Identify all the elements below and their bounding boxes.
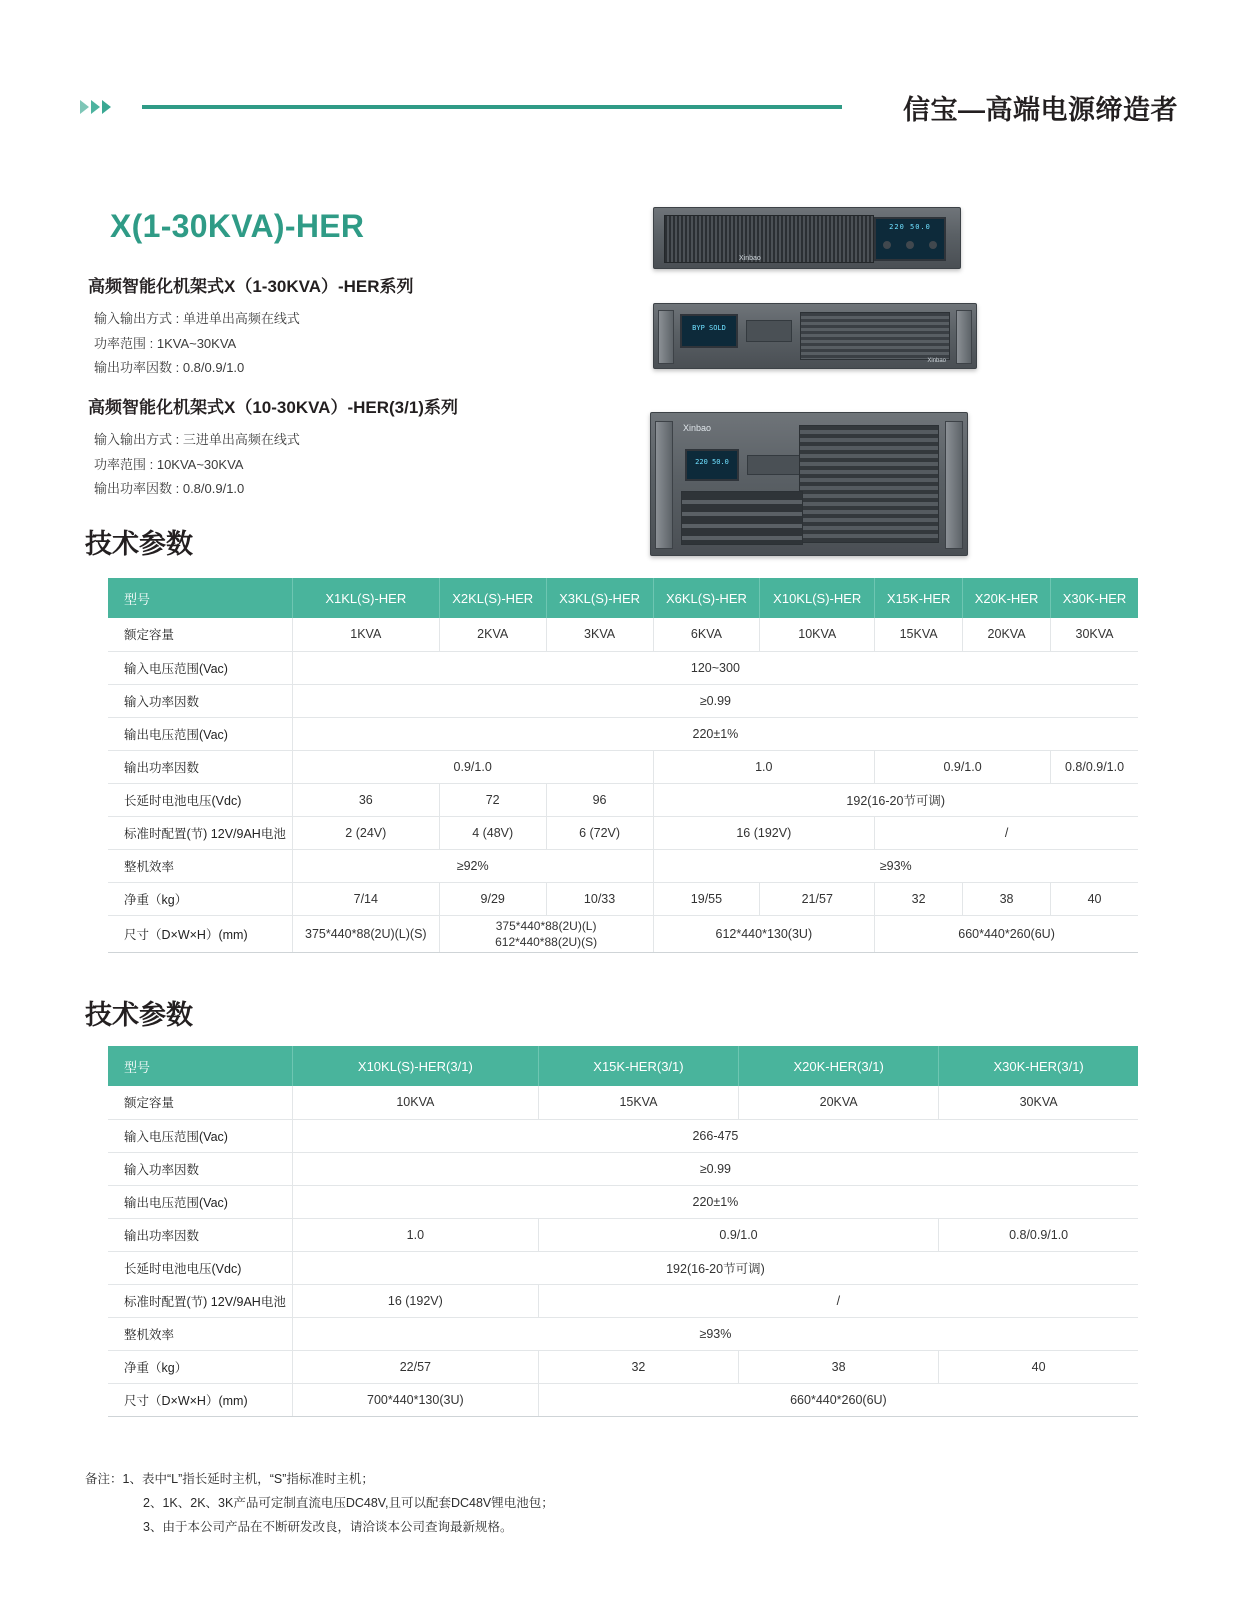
device-logo: Xinbao bbox=[683, 423, 712, 433]
row-header: 标准时配置(节) 12V/9AH电池 bbox=[108, 816, 292, 849]
row-header: 净重（kg） bbox=[108, 882, 292, 915]
table-cell: 612*440*130(3U) bbox=[653, 915, 875, 952]
table-cell: 40 bbox=[939, 1350, 1138, 1383]
brand-name-text: 信宝—高端电源缔造者 bbox=[903, 95, 1178, 125]
footer-notes bbox=[85, 1468, 1145, 1539]
table-cell: 375*440*88(2U)(L)(S) bbox=[292, 915, 439, 952]
spec-line: 输入输出方式 : 单进单出高频在线式 bbox=[94, 311, 300, 326]
column-header: X30K-HER(3/1) bbox=[939, 1046, 1138, 1086]
vent-grille bbox=[799, 425, 939, 543]
table-cell: 700*440*130(3U) bbox=[292, 1383, 538, 1416]
row-header: 整机效率 bbox=[108, 1317, 292, 1350]
table-row bbox=[108, 849, 1138, 882]
column-header: X20K-HER bbox=[963, 578, 1051, 618]
table-body bbox=[108, 1086, 1138, 1416]
row-header: 输出电压范围(Vac) bbox=[108, 1185, 292, 1218]
row-header: 输入电压范围(Vac) bbox=[108, 651, 292, 684]
lcd-line-2: BYP SOLD bbox=[692, 324, 726, 332]
rack-ear-left bbox=[655, 421, 673, 549]
spec-block-three-phase bbox=[88, 393, 458, 504]
table-cell: 660*440*260(6U) bbox=[538, 1383, 1138, 1416]
row-header: 整机效率 bbox=[108, 849, 292, 882]
row-header: 输入电压范围(Vac) bbox=[108, 1119, 292, 1152]
section-title-specs-2: 技术参数 bbox=[85, 1000, 193, 1030]
table-cell: 0.8/0.9/1.0 bbox=[1051, 750, 1138, 783]
section-title-specs-1: 技术参数 bbox=[85, 529, 193, 559]
table-cell: 72 bbox=[439, 783, 546, 816]
spec-line: 输出功率因数 : 0.8/0.9/1.0 bbox=[94, 481, 245, 496]
note-item: 1、表中“L”指长延时主机，“S”指标准时主机； bbox=[122, 1472, 374, 1486]
table-cell: 6KVA bbox=[653, 618, 760, 651]
page-header bbox=[80, 88, 1178, 128]
lcd-line-1: 220 50.0 bbox=[889, 223, 931, 231]
table-header-row bbox=[108, 578, 1138, 618]
table-cell: ≥0.99 bbox=[292, 1152, 1138, 1185]
vent-grille bbox=[800, 312, 950, 360]
note-item: 3、由于本公司产品在不断研发改良，请洽谈本公司查询最新规格。 bbox=[143, 1519, 513, 1534]
table-cell: 21/57 bbox=[760, 882, 875, 915]
table-cell: 16 (192V) bbox=[653, 816, 875, 849]
note-row bbox=[85, 1468, 1145, 1492]
table-row bbox=[108, 618, 1138, 651]
table-cell: 120~300 bbox=[292, 651, 1138, 684]
table-cell: 20KVA bbox=[963, 618, 1051, 651]
row-header: 标准时配置(节) 12V/9AH电池 bbox=[108, 1284, 292, 1317]
table-cell: 38 bbox=[963, 882, 1051, 915]
column-header: X30K-HER bbox=[1051, 578, 1138, 618]
table-cell: 10KVA bbox=[760, 618, 875, 651]
row-header: 额定容量 bbox=[108, 1086, 292, 1119]
table-row bbox=[108, 816, 1138, 849]
product-photo-ups-rack-6u bbox=[650, 412, 968, 556]
row-header: 输入功率因数 bbox=[108, 1152, 292, 1185]
row-header: 输出功率因数 bbox=[108, 750, 292, 783]
table-cell: / bbox=[538, 1284, 1138, 1317]
table-cell: ≥0.99 bbox=[292, 684, 1138, 717]
spec-line: 输出功率因数 : 0.8/0.9/1.0 bbox=[94, 360, 245, 375]
column-header: X10KL(S)-HER(3/1) bbox=[292, 1046, 538, 1086]
column-header: X6KL(S)-HER bbox=[653, 578, 760, 618]
note-row bbox=[85, 1492, 1145, 1516]
table-cell: 38 bbox=[739, 1350, 939, 1383]
column-header: X20K-HER(3/1) bbox=[739, 1046, 939, 1086]
table-cell: 30KVA bbox=[939, 1086, 1138, 1119]
column-header: X10KL(S)-HER bbox=[760, 578, 875, 618]
note-item: 2、1K、2K、3K产品可定制直流电压DC48V,且可以配套DC48V锂电池包； bbox=[143, 1495, 554, 1510]
table-cell: 375*440*88(2U)(L) 612*440*88(2U)(S) bbox=[439, 915, 653, 952]
table-cell: 2KVA bbox=[439, 618, 546, 651]
table-row bbox=[108, 684, 1138, 717]
lcd-panel bbox=[685, 449, 739, 481]
table-row bbox=[108, 915, 1138, 952]
table-row bbox=[108, 1284, 1138, 1317]
table-cell: 192(16-20节可调) bbox=[653, 783, 1138, 816]
table-cell: 1.0 bbox=[653, 750, 875, 783]
table-row bbox=[108, 651, 1138, 684]
spec-line: 输入输出方式 : 三进单出高频在线式 bbox=[94, 432, 300, 447]
row-header: 额定容量 bbox=[108, 618, 292, 651]
lcd-panel bbox=[680, 314, 738, 348]
product-photo-ups-rack-2u bbox=[653, 303, 977, 369]
table-cell: 3KVA bbox=[546, 618, 653, 651]
table-row bbox=[108, 1185, 1138, 1218]
table-cell: 22/57 bbox=[292, 1350, 538, 1383]
rack-ear-left bbox=[658, 310, 674, 364]
table-cell: 10KVA bbox=[292, 1086, 538, 1119]
page-title: X(1-30KVA)-HER bbox=[110, 208, 365, 244]
table-cell: 192(16-20节可调) bbox=[292, 1251, 1138, 1284]
note-row bbox=[85, 1516, 1145, 1540]
table-row bbox=[108, 783, 1138, 816]
table-cell: 9/29 bbox=[439, 882, 546, 915]
table-cell: 1KVA bbox=[292, 618, 439, 651]
table-cell: 40 bbox=[1051, 882, 1138, 915]
table-cell: 32 bbox=[875, 882, 963, 915]
spec-table-single-phase bbox=[108, 578, 1138, 953]
spec-table-three-phase bbox=[108, 1046, 1138, 1417]
row-header: 输出电压范围(Vac) bbox=[108, 717, 292, 750]
column-header-model: 型号 bbox=[108, 578, 292, 618]
table-cell: ≥93% bbox=[653, 849, 1138, 882]
table-row bbox=[108, 882, 1138, 915]
table-row bbox=[108, 750, 1138, 783]
vent-grille bbox=[664, 215, 874, 263]
column-header: X2KL(S)-HER bbox=[439, 578, 546, 618]
table-row bbox=[108, 1152, 1138, 1185]
table-cell: 15KVA bbox=[875, 618, 963, 651]
table-cell: ≥92% bbox=[292, 849, 653, 882]
table-row bbox=[108, 1350, 1138, 1383]
table-cell: 7/14 bbox=[292, 882, 439, 915]
spec-block-single-phase bbox=[88, 272, 414, 383]
table-header-row bbox=[108, 1046, 1138, 1086]
spec-heading: 高频智能化机架式X（10-30KVA）-HER(3/1)系列 bbox=[88, 398, 458, 417]
table-cell: 96 bbox=[546, 783, 653, 816]
column-header-model: 型号 bbox=[108, 1046, 292, 1086]
device-logo: Xinbao bbox=[927, 358, 946, 364]
table-cell: 6 (72V) bbox=[546, 816, 653, 849]
table-cell: 0.9/1.0 bbox=[538, 1218, 938, 1251]
table-cell: 36 bbox=[292, 783, 439, 816]
table-cell: 32 bbox=[538, 1350, 738, 1383]
table-cell: 16 (192V) bbox=[292, 1284, 538, 1317]
table-header bbox=[108, 578, 1138, 618]
table-row bbox=[108, 1383, 1138, 1416]
notes-label: 备注： bbox=[85, 1472, 123, 1486]
table-cell: 0.9/1.0 bbox=[292, 750, 653, 783]
table-cell: 15KVA bbox=[538, 1086, 738, 1119]
table-row bbox=[108, 1317, 1138, 1350]
column-header: X15K-HER bbox=[875, 578, 963, 618]
spec-line: 功率范围 : 1KVA~30KVA bbox=[94, 335, 237, 351]
header-divider bbox=[142, 105, 842, 109]
table-row bbox=[108, 717, 1138, 750]
table-cell: 10/33 bbox=[546, 882, 653, 915]
module-slots bbox=[681, 491, 803, 545]
table-cell: 266-475 bbox=[292, 1119, 1138, 1152]
table-cell: 1.0 bbox=[292, 1218, 538, 1251]
keypad bbox=[746, 320, 792, 342]
table-row bbox=[108, 1218, 1138, 1251]
table-cell: 660*440*260(6U) bbox=[875, 915, 1138, 952]
table-cell: / bbox=[875, 816, 1138, 849]
table-header bbox=[108, 1046, 1138, 1086]
column-header: X15K-HER(3/1) bbox=[538, 1046, 738, 1086]
table-cell: 19/55 bbox=[653, 882, 760, 915]
device-logo: Xinbao bbox=[739, 255, 761, 262]
table-cell: 220±1% bbox=[292, 717, 1138, 750]
spec-heading: 高频智能化机架式X（1-30KVA）-HER系列 bbox=[88, 277, 414, 296]
lcd-line-1: 220 50.0 bbox=[695, 458, 729, 466]
row-header: 输出功率因数 bbox=[108, 1218, 292, 1251]
lcd-panel bbox=[874, 217, 946, 261]
table-cell: 20KVA bbox=[739, 1086, 939, 1119]
table-cell: 30KVA bbox=[1051, 618, 1138, 651]
keypad bbox=[747, 455, 807, 475]
triple-chevron-left-icon bbox=[80, 100, 111, 114]
row-header: 输入功率因数 bbox=[108, 684, 292, 717]
table-cell: 2 (24V) bbox=[292, 816, 439, 849]
column-header: X3KL(S)-HER bbox=[546, 578, 653, 618]
row-header: 长延时电池电压(Vdc) bbox=[108, 783, 292, 816]
column-header: X1KL(S)-HER bbox=[292, 578, 439, 618]
table-cell: 4 (48V) bbox=[439, 816, 546, 849]
table-row bbox=[108, 1086, 1138, 1119]
spec-line: 功率范围 : 10KVA~30KVA bbox=[94, 456, 244, 472]
table-cell: 220±1% bbox=[292, 1185, 1138, 1218]
table-cell: ≥93% bbox=[292, 1317, 1138, 1350]
row-header: 尺寸（D×W×H）(mm) bbox=[108, 1383, 292, 1416]
table-body bbox=[108, 618, 1138, 952]
lcd-buttons bbox=[876, 241, 944, 249]
brand-title bbox=[903, 88, 1178, 127]
table-row bbox=[108, 1251, 1138, 1284]
rack-ear-right bbox=[945, 421, 963, 549]
row-header: 尺寸（D×W×H）(mm) bbox=[108, 915, 292, 952]
row-header: 长延时电池电压(Vdc) bbox=[108, 1251, 292, 1284]
table-cell: 0.8/0.9/1.0 bbox=[939, 1218, 1138, 1251]
row-header: 净重（kg） bbox=[108, 1350, 292, 1383]
rack-ear-right bbox=[956, 310, 972, 364]
table-row bbox=[108, 1119, 1138, 1152]
table-cell: 0.9/1.0 bbox=[875, 750, 1051, 783]
product-photo-ups-2u-front bbox=[653, 207, 961, 269]
